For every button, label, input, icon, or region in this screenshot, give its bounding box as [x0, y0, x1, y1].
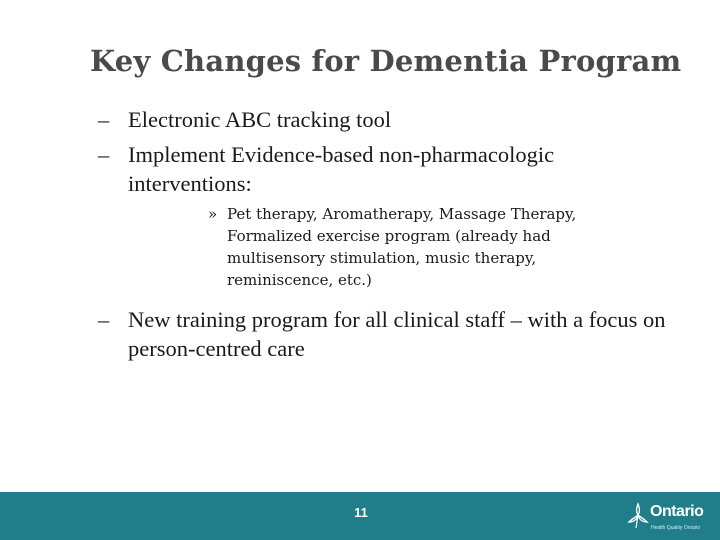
slide-title: Key Changes for Dementia Program	[90, 44, 682, 78]
sub-bullet-line: Formalized exercise program (already had	[227, 227, 551, 245]
ontario-logo	[626, 498, 712, 536]
bullet-dash: –	[98, 307, 110, 332]
sub-bullet	[208, 203, 576, 291]
bullet-item	[98, 305, 673, 363]
sub-bullet-line: reminiscence, etc.)	[227, 271, 372, 289]
logo-wordmark: Ontario	[650, 503, 704, 520]
logo-tagline: Health Quality Ontario	[651, 525, 701, 531]
bullet-text: Electronic ABC tracking tool	[128, 107, 392, 132]
footer-bar	[0, 492, 720, 540]
sub-bullet-line: multisensory stimulation, music therapy,	[227, 249, 537, 267]
sub-bullet-line: Pet therapy, Aromatherapy, Massage Therapy,	[227, 205, 577, 223]
sub-bullet-marker: »	[208, 205, 218, 223]
bullet-text: New training program for all clinical staff – with a focus on person-centred care	[128, 307, 666, 361]
bullet-dash: –	[98, 142, 110, 167]
bullet-item	[98, 140, 638, 198]
bullet-dash: –	[98, 107, 110, 132]
bullet-item	[98, 105, 658, 134]
trillium-icon	[626, 502, 650, 530]
page-number: 11	[354, 505, 368, 520]
bullet-text: Implement Evidence-based non-pharmacologic interventions:	[128, 142, 555, 196]
